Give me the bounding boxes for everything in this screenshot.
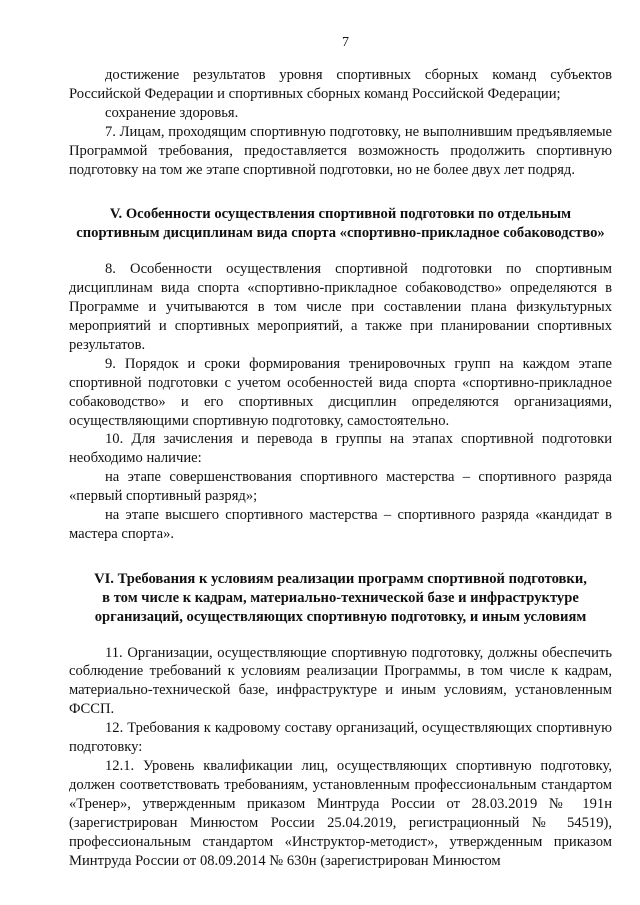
paragraph-achievement: достижение результатов уровня спортивных сборных команд субъектов Российской Федерации и спортивных сборных команд Российской Федерации; [69,67,612,102]
paragraph-12-1: 12.1. Уровень квалификации лиц, осуществляющих спортивную подготовку, должен соответствовать требованиям, установленным профессиональным стандартом «Тренер», утвержденным приказом Минтруда России от 28.03.2019 № 191н (зарегистрирован Минюстом России 25.04.2019, регистрационный № 54519), профессиональным стандартом «Инструктор-методист», утвержденным приказом Минтруда России от 08.09.2014 № 630н (зарегистрирован Минюстом [69,758,612,869]
section-5-heading [69,205,612,243]
paragraph-health: сохранение здоровья. [105,104,239,121]
spacer [69,544,612,570]
section-6-heading-line-1: VI. Требования к условиям реализации программ спортивной подготовки, [94,570,587,587]
spacer [69,627,612,644]
section-6-heading-line-3: организаций, осуществляющих спортивную подготовку, и иным условиям [94,608,587,625]
paragraph-10: 10. Для зачисления и перевода в группы на этапах спортивной подготовки необходимо наличие: [69,431,612,467]
section-5-heading-line-2: спортивным дисциплинам вида спорта «спортивно-прикладное собаководство» [76,225,605,242]
paragraph-9: 9. Порядок и сроки формирования тренировочных групп на каждом этапе спортивной подготовки с учетом особенностей вида спорта «спортивно-прикладное собаководство» и его спортивных дисциплин определяются организациями, осуществляющими спортивную подготовку, самостоятельно. [69,355,612,429]
section-6-heading [69,570,612,627]
spacer [69,179,612,205]
paragraph-10-stage-1: на этапе совершенствования спортивного мастерства – спортивного разряда «первый спортивный разряд»; [69,469,612,505]
paragraph-10-stage-2: на этапе высшего спортивного мастерства – спортивного разряда «кандидат в мастера спорта». [69,507,612,542]
section-5-heading-line-1: V. Особенности осуществления спортивной подготовки по отдельным [109,206,572,223]
page-number: 7 [342,35,349,50]
spacer [69,243,612,260]
paragraph-7: 7. Лицам, проходящим спортивную подготовку, не выполнившим предъявляемые Программой требования, предоставляется возможность продолжить спортивную подготовку на том же этапе спортивной подготовки, но не более двух лет подряд. [69,123,612,178]
paragraph-11: 11. Организации, осуществляющие спортивную подготовку, должны обеспечить соблюдение требований к условиям реализации Программы, в том числе к кадрам, материально-технической базе, инфраструктуре и иным условиям, установленным ФССП. [69,644,612,718]
paragraph-12: 12. Требования к кадровому составу организаций, осуществляющих спортивную подготовку: [69,720,612,756]
section-6-heading-line-2: в том числе к кадрам, материально-технической базе и инфраструктуре [102,589,579,606]
paragraph-8: 8. Особенности осуществления спортивной подготовки по спортивным дисциплинам вида спорта «спортивно-прикладное собаководство» определяются в Программе и учитываются в том числе при составлении плана физкультурных мероприятий и спортивных мероприятий, а также при планировании спортивных результатов. [69,261,612,353]
